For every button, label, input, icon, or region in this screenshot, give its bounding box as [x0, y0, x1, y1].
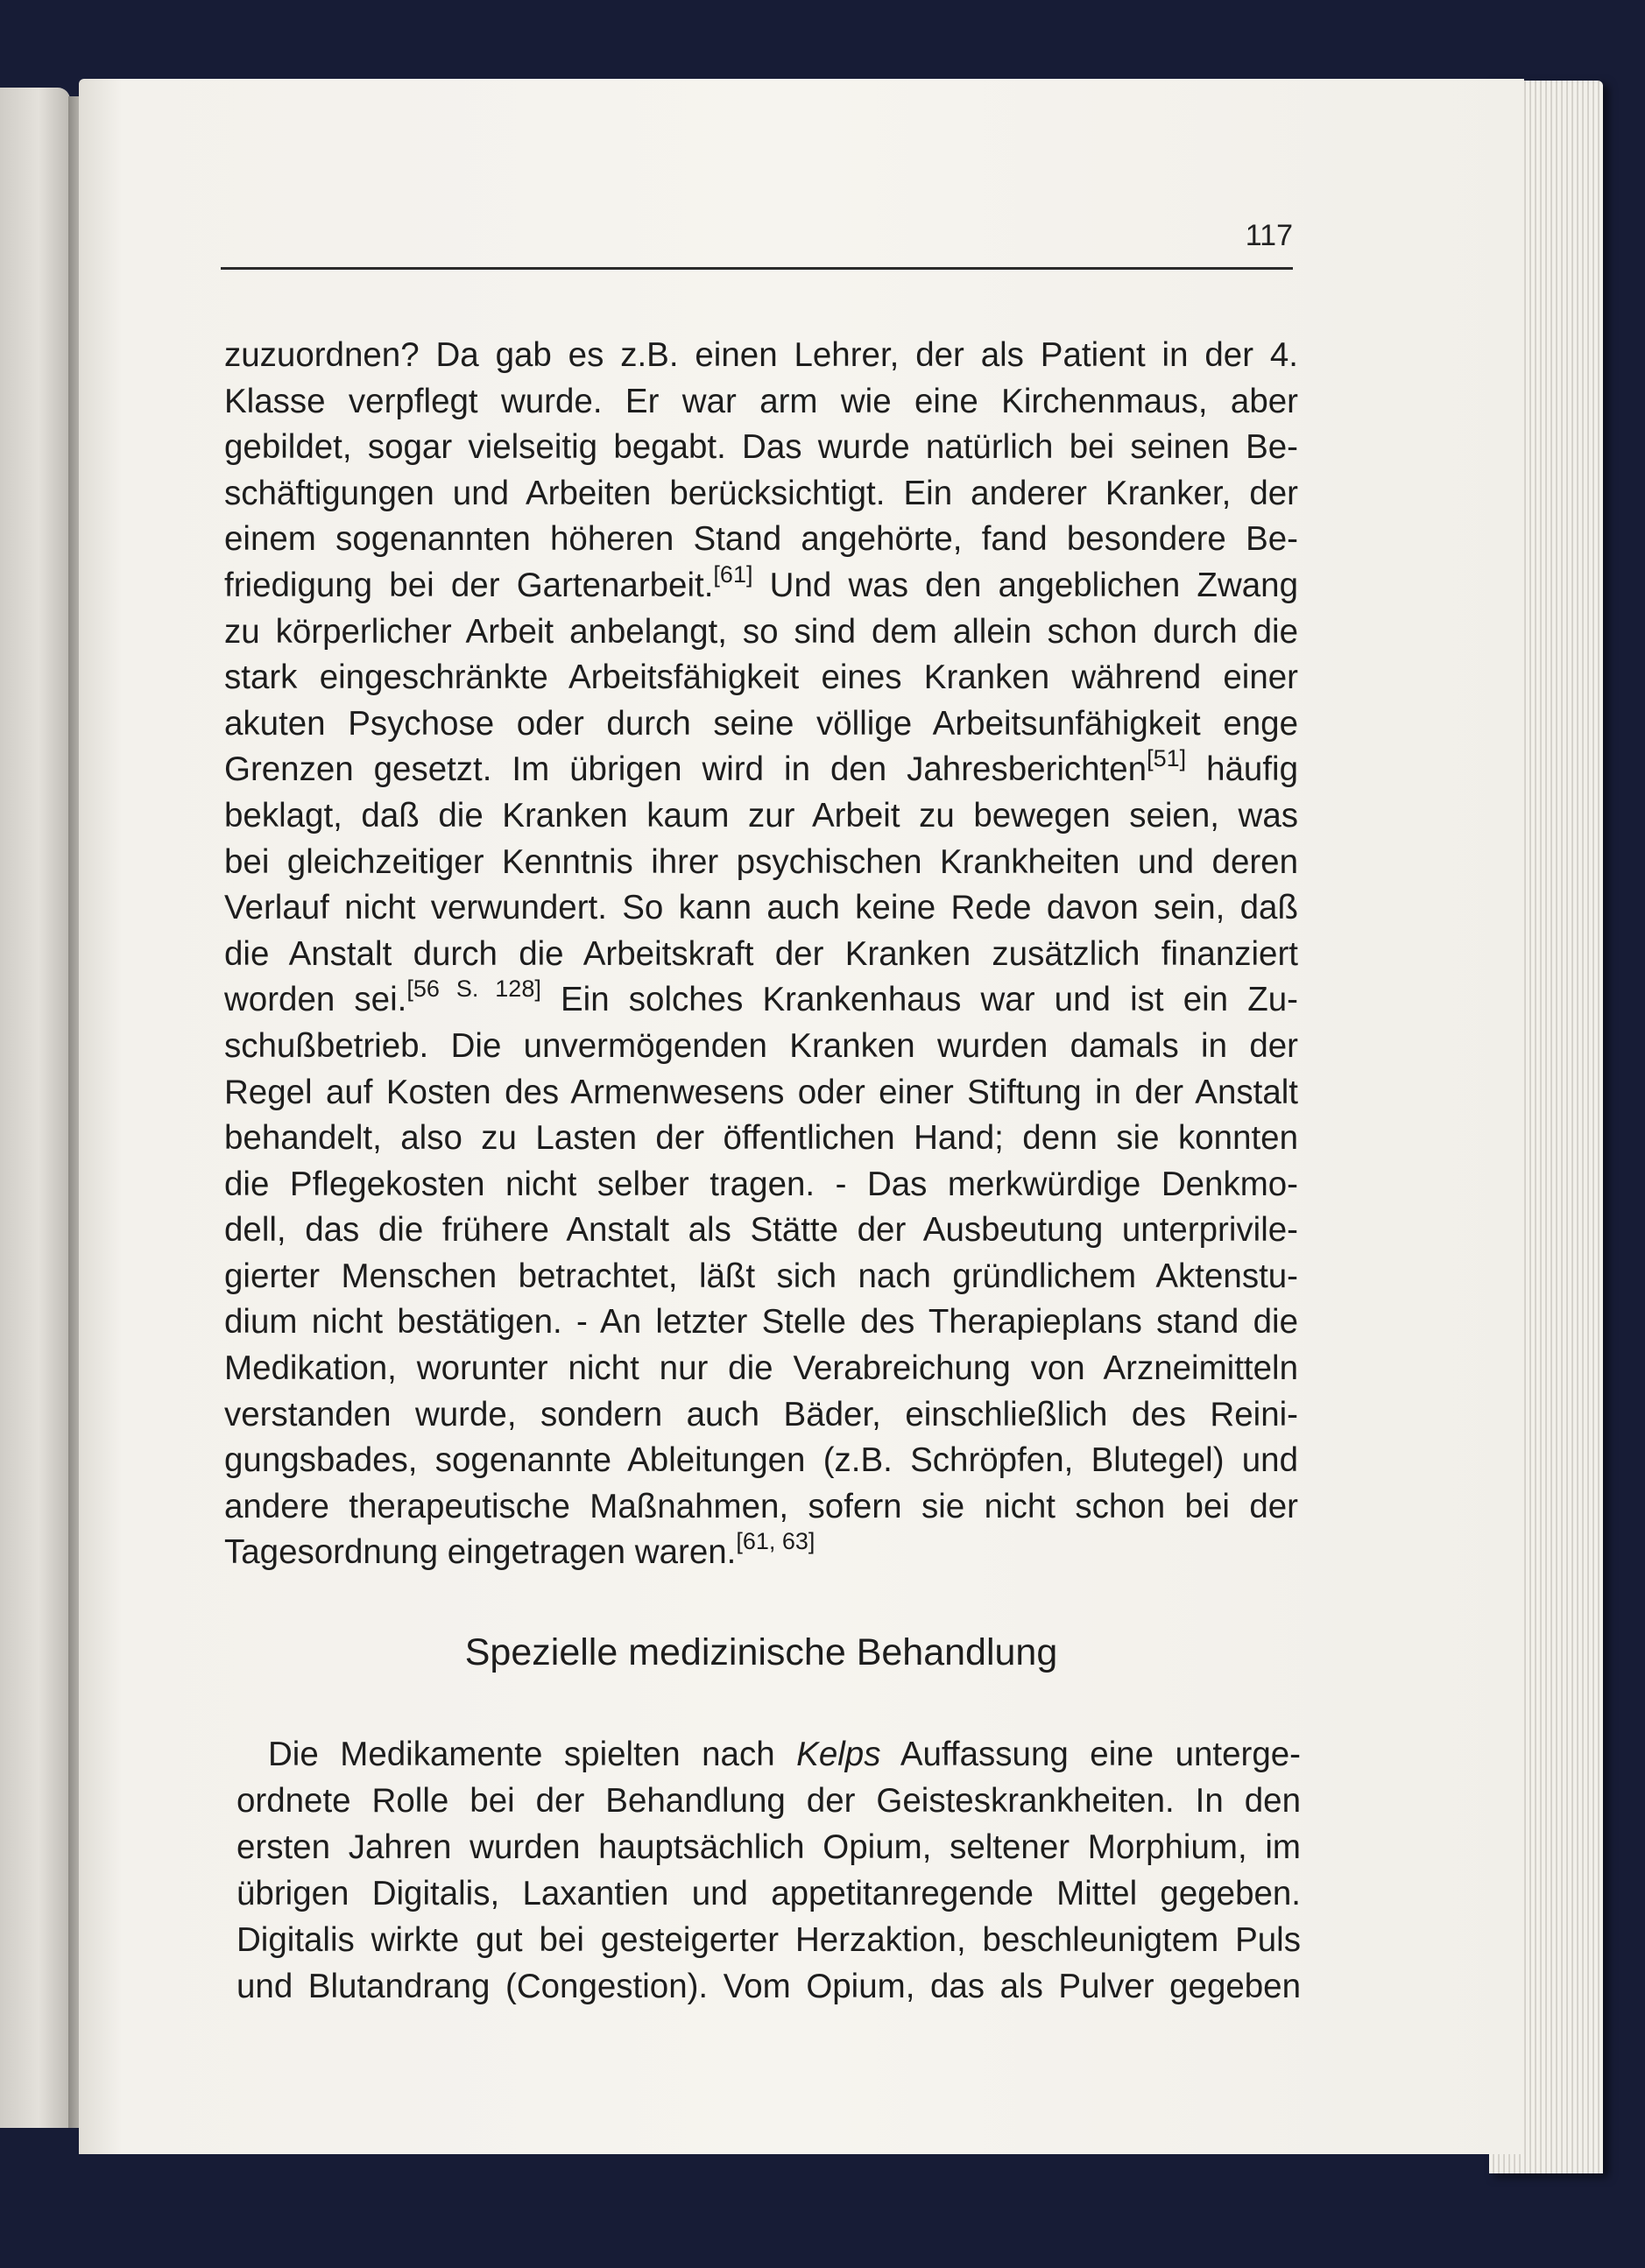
text-line: bei gleichzeitiger Kenntnis ihrer psychischen Krankheiten und deren [224, 842, 1298, 881]
text-line: die Anstalt durch die Arbeitskraft der Kranken zusätzlich finanziert [224, 934, 1298, 973]
text-line: akuten Psychose oder durch seine völlige Arbeitsunfähigkeit enge [224, 704, 1298, 743]
text-line [237, 1731, 1301, 1778]
text-line: und Blutandrang (Congestion). Vom Opium, das als Pulver gegeben [237, 1968, 1301, 2005]
text-line: dium nicht bestätigen. - An letzter Stelle des Therapieplans stand die [224, 1303, 1298, 1342]
text-line: gungsbades, sogenannte Ableitungen (z.B. Schröpfen, Blutegel) und [224, 1441, 1298, 1480]
emphasis-name: Kelps [796, 1736, 881, 1773]
footnote-ref: [51] [1147, 745, 1187, 772]
text-segment: Und was den angeblichen Zwang [752, 566, 1298, 604]
text-segment: häufig [1186, 750, 1298, 789]
text-line: Digitalis wirkte gut bei gesteigerter Herzaktion, beschleunigtem Puls [237, 1921, 1301, 1959]
text-line: beklagt, daß die Kranken kaum zur Arbeit zu bewegen seien, was [224, 796, 1298, 835]
text-line: schußbetrieb. Die unvermögenden Kranken wurden damals in der [224, 1026, 1298, 1065]
text-line [224, 1530, 1298, 1576]
page-number: 117 [1245, 219, 1293, 252]
text-line: Verlauf nicht verwundert. So kann auch keine Rede davon sein, daß [224, 889, 1298, 927]
text-segment: Ein solches Krankenhaus war und ist ein Zu- [540, 981, 1298, 1019]
text-line: übrigen Digitalis, Laxantien und appetitanregende Mittel gegeben. [237, 1875, 1301, 1912]
text-line: die Pflegekosten nicht selber tragen. - Das merkwürdige Denkmo- [224, 1165, 1298, 1203]
footnote-ref: [61] [713, 560, 753, 588]
text-line: stark eingeschränkte Arbeitsfähigkeit eines Kranken während einer [224, 659, 1298, 697]
text-line [224, 977, 1298, 1024]
section-heading: Spezielle medizinische Behandlung [464, 1631, 1058, 1673]
paragraph-2 [237, 1731, 1301, 2010]
paragraph-1 [224, 333, 1298, 1576]
text-line: gierter Menschen betrachtet, läßt sich nach gründlichem Aktenstu- [224, 1257, 1298, 1295]
header-rule [221, 267, 1293, 270]
text-line: einem sogenannten höheren Stand angehörte, fand besondere Be- [224, 520, 1298, 559]
text-line [224, 747, 1298, 793]
text-line: Regel auf Kosten des Armenwesens oder einer Stiftung in der Anstalt [224, 1073, 1298, 1111]
text-segment: Auffassung eine unterge- [880, 1736, 1301, 1773]
text-line: zuzuordnen? Da gab es z.B. einen Lehrer, der als Patient in der 4. [224, 336, 1298, 374]
text-line: schäftigungen und Arbeiten berücksichtigt. Ein anderer Kranker, der [224, 474, 1298, 512]
text-line [224, 560, 1298, 609]
text-segment: Tagesordnung eingetragen waren. [224, 1533, 737, 1572]
text-line: gebildet, sogar vielseitig begabt. Das wurde natürlich bei seinen Be- [224, 428, 1298, 467]
footnote-ref: [56 S. 128] [406, 976, 541, 1003]
text-segment: Die Medikamente spielten nach [268, 1736, 797, 1773]
left-page-edge [0, 88, 70, 2128]
text-line: zu körperlicher Arbeit anbelangt, so sind dem allein schon durch die [224, 612, 1298, 651]
footnote-ref: [61, 63] [736, 1528, 815, 1555]
text-line: dell, das die frühere Anstalt als Stätte der Ausbeutung unterprivile- [224, 1211, 1298, 1250]
text-line: verstanden wurde, sondern auch Bäder, einschließlich des Reini- [224, 1395, 1298, 1433]
text-segment: worden sei. [224, 981, 407, 1019]
text-line: ersten Jahren wurden hauptsächlich Opium, seltener Morphium, im [237, 1828, 1301, 1866]
text-line: Klasse verpflegt wurde. Er war arm wie eine Kirchenmaus, aber [224, 382, 1298, 420]
text-line: ordnete Rolle bei der Behandlung der Geisteskrankheiten. In den [237, 1782, 1301, 1820]
text-line: behandelt, also zu Lasten der öffentlichen Hand; denn sie konnten [224, 1119, 1298, 1158]
text-segment: Grenzen gesetzt. Im übrigen wird in den Jahresberichten [224, 750, 1147, 789]
text-segment: friedigung bei der Gartenarbeit. [224, 566, 714, 604]
text-line: Medikation, worunter nicht nur die Verabreichung von Arzneimitteln [224, 1349, 1298, 1388]
text-line: andere therapeutische Maßnahmen, sofern sie nicht schon bei der [224, 1487, 1298, 1525]
